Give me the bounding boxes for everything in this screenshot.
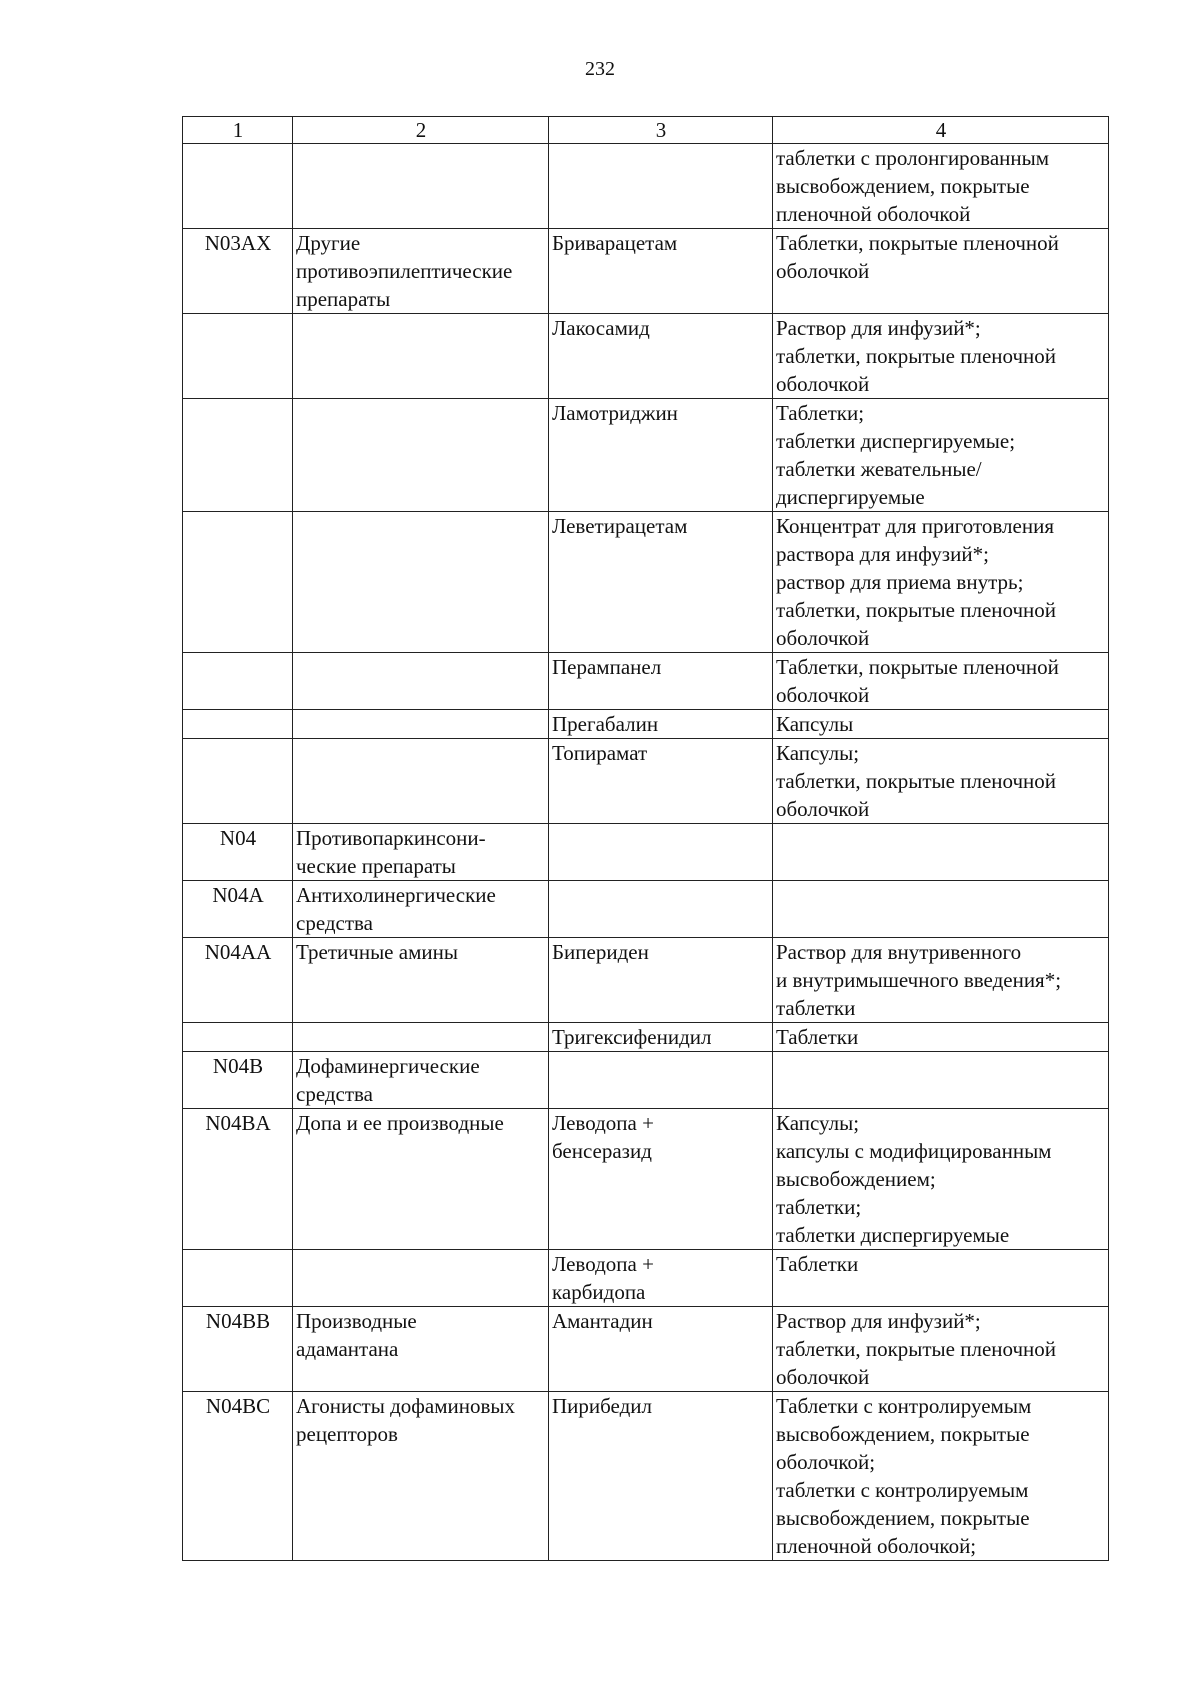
atc-code-cell (183, 710, 293, 739)
atc-code-cell (183, 144, 293, 229)
atc-code-cell (183, 314, 293, 399)
drug-cell: Леветирацетам (549, 512, 773, 653)
page-number: 232 (585, 58, 615, 80)
atc-code-cell: N04A (183, 881, 293, 938)
drug-cell: Леводопа + бенсеразид (549, 1109, 773, 1250)
table-row (183, 710, 1109, 739)
column-header: 4 (773, 117, 1109, 144)
drug-cell (549, 881, 773, 938)
drug-cell (549, 144, 773, 229)
table-row (183, 1023, 1109, 1052)
drug-cell: Пирибедил (549, 1392, 773, 1561)
table-row (183, 1250, 1109, 1307)
dosage-form-cell: Таблетки, покрытые пленочной оболочкой (773, 653, 1109, 710)
table-row (183, 1307, 1109, 1392)
group-cell: Антихолинергические средства (293, 881, 549, 938)
atc-code-cell (183, 739, 293, 824)
table-row (183, 399, 1109, 512)
table-row (183, 1052, 1109, 1109)
atc-code-cell: N04AA (183, 938, 293, 1023)
group-cell (293, 739, 549, 824)
atc-code-cell (183, 1023, 293, 1052)
atc-code-cell: N04B (183, 1052, 293, 1109)
drug-cell (549, 824, 773, 881)
atc-code-cell (183, 1250, 293, 1307)
table-row (183, 881, 1109, 938)
atc-code-cell (183, 512, 293, 653)
atc-code-cell (183, 653, 293, 710)
table-row (183, 739, 1109, 824)
drug-cell: Бриварацетам (549, 229, 773, 314)
table-row (183, 653, 1109, 710)
drug-cell: Ламотриджин (549, 399, 773, 512)
table-row (183, 1392, 1109, 1561)
atc-code-cell: N03AX (183, 229, 293, 314)
table-row (183, 824, 1109, 881)
group-cell (293, 710, 549, 739)
group-cell: Производные адамантана (293, 1307, 549, 1392)
drug-cell: Топирамат (549, 739, 773, 824)
dosage-form-cell: Капсулы; таблетки, покрытые пленочной оболочкой (773, 739, 1109, 824)
column-header: 2 (293, 117, 549, 144)
dosage-form-cell: Раствор для внутривенного и внутримышечного введения*; таблетки (773, 938, 1109, 1023)
dosage-form-cell: Таблетки, покрытые пленочной оболочкой (773, 229, 1109, 314)
drug-cell: Перампанел (549, 653, 773, 710)
group-cell (293, 512, 549, 653)
drug-cell: Прегабалин (549, 710, 773, 739)
drug-cell: Лакосамид (549, 314, 773, 399)
dosage-form-cell: Капсулы; капсулы с модифицированным высвобождением; таблетки; таблетки диспергируемые (773, 1109, 1109, 1250)
dosage-form-cell (773, 824, 1109, 881)
drug-cell: Бипериден (549, 938, 773, 1023)
drug-cell (549, 1052, 773, 1109)
dosage-form-cell (773, 881, 1109, 938)
group-cell: Допа и ее производные (293, 1109, 549, 1250)
dosage-form-cell: таблетки с пролонгированным высвобождением, покрытые пленочной оболочкой (773, 144, 1109, 229)
table-row (183, 314, 1109, 399)
dosage-form-cell: Таблетки (773, 1023, 1109, 1052)
column-header: 3 (549, 117, 773, 144)
dosage-form-cell: Таблетки (773, 1250, 1109, 1307)
dosage-form-cell: Таблетки; таблетки диспергируемые; таблетки жевательные/ диспергируемые (773, 399, 1109, 512)
drug-table (182, 116, 1109, 1561)
column-header: 1 (183, 117, 293, 144)
table-row (183, 229, 1109, 314)
drug-cell: Амантадин (549, 1307, 773, 1392)
drug-cell: Тригексифенидил (549, 1023, 773, 1052)
dosage-form-cell: Таблетки с контролируемым высвобождением, покрытые оболочкой; таблетки с контролируемым высвобождением, покрытые пленочной оболочкой; (773, 1392, 1109, 1561)
atc-code-cell (183, 399, 293, 512)
table-row (183, 512, 1109, 653)
atc-code-cell: N04 (183, 824, 293, 881)
group-cell: Дофаминергические средства (293, 1052, 549, 1109)
group-cell (293, 1023, 549, 1052)
drug-cell: Леводопа + карбидопа (549, 1250, 773, 1307)
dosage-form-cell: Концентрат для приготовления раствора для инфузий*; раствор для приема внутрь; таблетки, покрытые пленочной оболочкой (773, 512, 1109, 653)
group-cell (293, 314, 549, 399)
table-row (183, 144, 1109, 229)
dosage-form-cell (773, 1052, 1109, 1109)
dosage-form-cell: Капсулы (773, 710, 1109, 739)
atc-code-cell: N04BA (183, 1109, 293, 1250)
table-row (183, 938, 1109, 1023)
table-row (183, 1109, 1109, 1250)
group-cell: Третичные амины (293, 938, 549, 1023)
group-cell: Противопаркинсони- ческие препараты (293, 824, 549, 881)
atc-code-cell: N04BC (183, 1392, 293, 1561)
group-cell: Агонисты дофаминовых рецепторов (293, 1392, 549, 1561)
dosage-form-cell: Раствор для инфузий*; таблетки, покрытые пленочной оболочкой (773, 314, 1109, 399)
group-cell (293, 144, 549, 229)
table-header-row (183, 117, 1109, 144)
dosage-form-cell: Раствор для инфузий*; таблетки, покрытые пленочной оболочкой (773, 1307, 1109, 1392)
group-cell (293, 653, 549, 710)
group-cell: Другие противоэпилептические препараты (293, 229, 549, 314)
group-cell (293, 399, 549, 512)
group-cell (293, 1250, 549, 1307)
atc-code-cell: N04BB (183, 1307, 293, 1392)
